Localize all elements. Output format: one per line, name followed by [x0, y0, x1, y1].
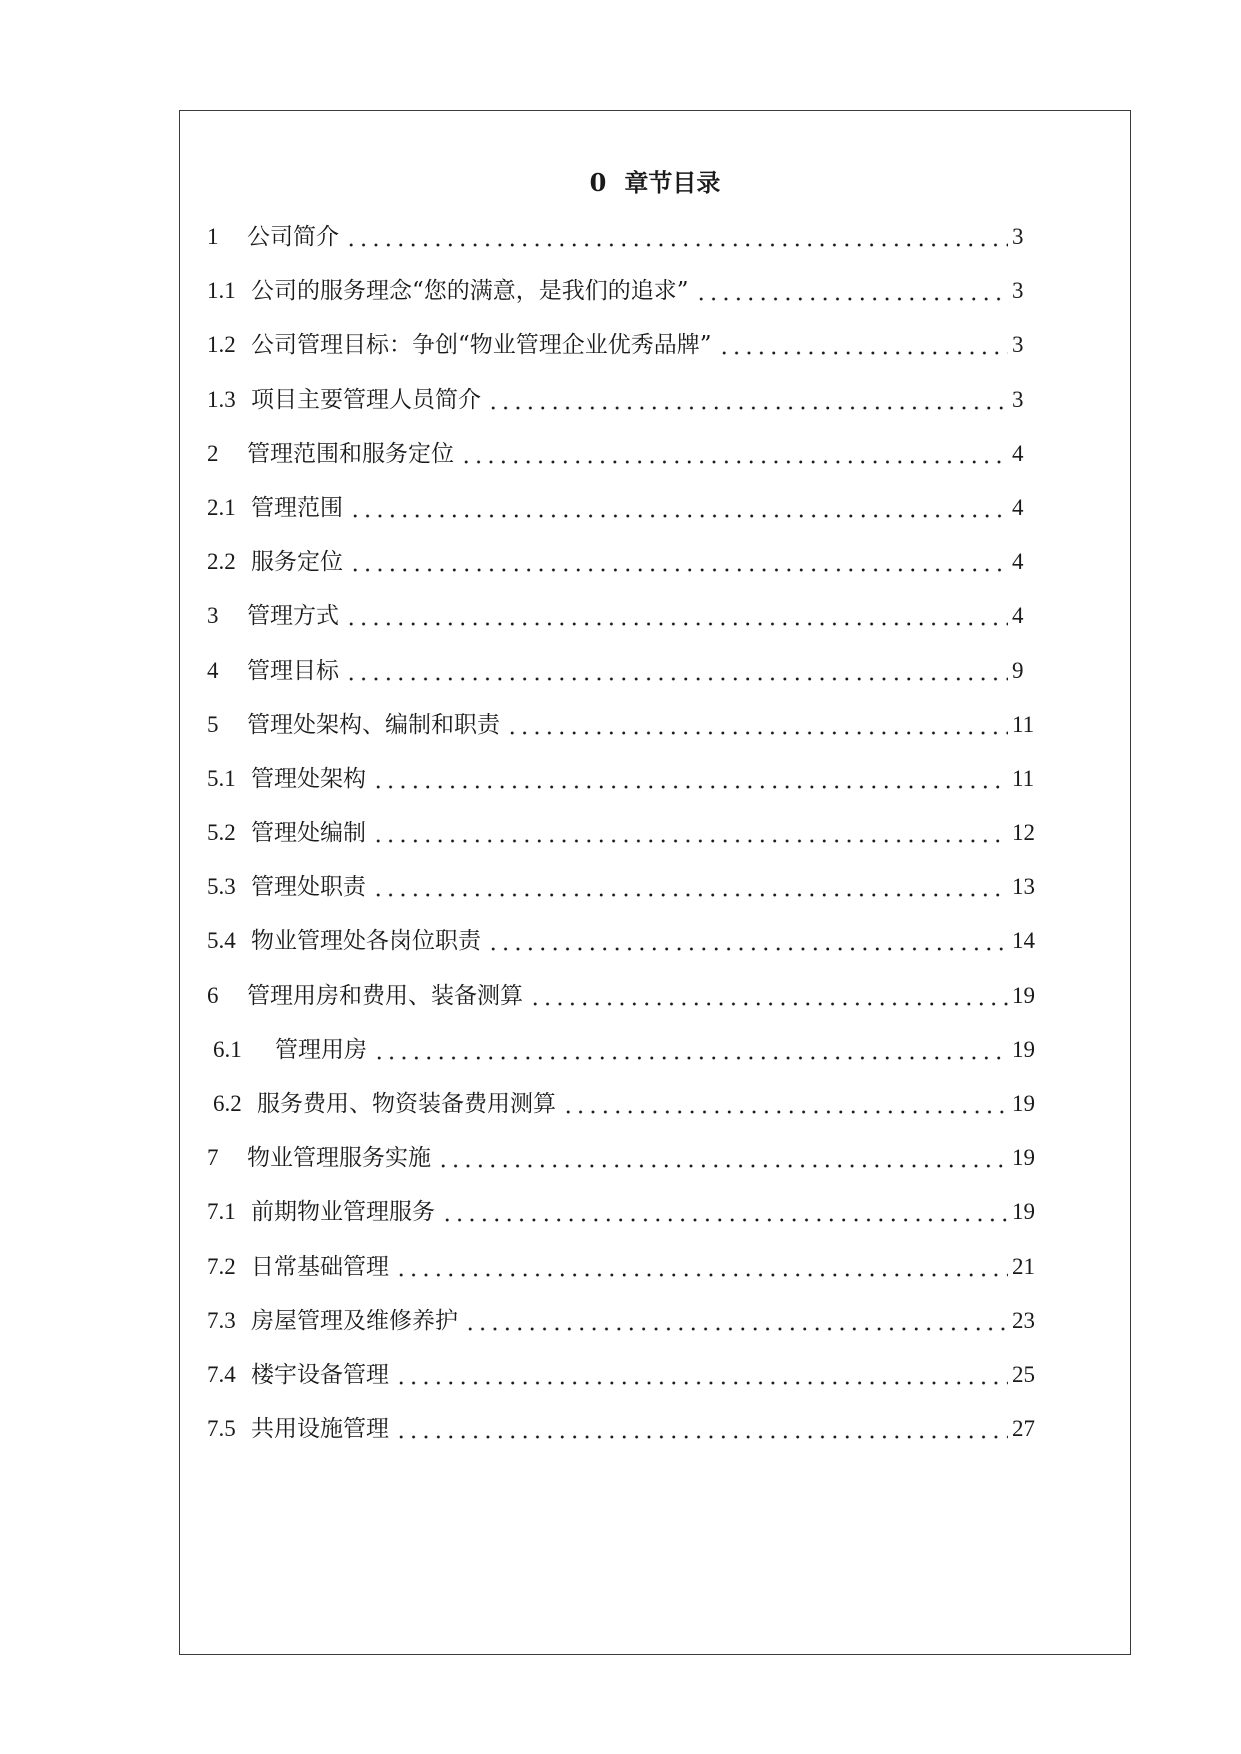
toc-number: 7.1 — [207, 1199, 236, 1225]
toc-title: 服务定位 — [251, 549, 343, 576]
toc-number: 5 — [207, 711, 219, 737]
toc-entry — [207, 210, 1048, 264]
toc-page-number: 27 — [1012, 1416, 1035, 1442]
toc-number: 1.2 — [207, 332, 236, 358]
toc-title: 管理方式 — [247, 603, 339, 630]
dot-leader — [347, 481, 1008, 535]
toc-number: 5.1 — [207, 765, 236, 791]
toc-title: 管理用房 — [275, 1036, 367, 1063]
toc-title: 管理用房和费用、装备测算 — [247, 982, 523, 1009]
toc-title: 项目主要管理人员简介 — [251, 386, 481, 413]
toc-entry — [207, 698, 1048, 752]
toc-number: 7.2 — [207, 1253, 236, 1279]
dot-leader — [560, 1077, 1008, 1131]
toc-page-number: 3 — [1012, 332, 1024, 358]
toc-page-number: 11 — [1012, 711, 1035, 737]
toc-number: 7.3 — [207, 1307, 236, 1333]
toc-page-number: 23 — [1012, 1307, 1035, 1333]
toc-entry — [207, 969, 1048, 1023]
toc-entry — [207, 1023, 1048, 1077]
toc-heading-number: 0 — [589, 168, 607, 197]
dot-leader — [393, 1240, 1008, 1294]
toc-number: 1.1 — [207, 278, 236, 304]
toc-number: 6 — [207, 982, 219, 1008]
dot-leader — [504, 698, 1008, 752]
toc-number: 7.5 — [207, 1416, 236, 1442]
toc-page-number: 4 — [1012, 549, 1024, 575]
toc-entry — [207, 1294, 1048, 1348]
toc-page-number: 4 — [1012, 494, 1024, 520]
toc-page-number: 19 — [1012, 1145, 1035, 1171]
toc-entry — [207, 752, 1048, 806]
toc-entry — [207, 1240, 1048, 1294]
dot-leader — [439, 1185, 1008, 1239]
toc-entry — [207, 373, 1048, 427]
toc-title: 公司的服务理念“您的满意，是我们的追求” — [251, 278, 689, 305]
toc-entry — [207, 264, 1048, 318]
toc-entry — [207, 1348, 1048, 1402]
toc-title: 管理处编制 — [251, 820, 366, 847]
toc-title: 房屋管理及维修养护 — [251, 1307, 458, 1334]
dot-leader — [462, 1294, 1008, 1348]
dot-leader — [393, 1348, 1008, 1402]
dot-leader — [343, 210, 1008, 264]
dot-leader — [527, 969, 1008, 1023]
toc-page-number: 4 — [1012, 440, 1024, 466]
toc-title: 管理范围 — [251, 494, 343, 521]
toc-title: 共用设施管理 — [251, 1416, 389, 1443]
dot-leader — [393, 1402, 1008, 1456]
toc-number: 4 — [207, 657, 219, 683]
dot-leader — [370, 752, 1008, 806]
toc-title: 楼宇设备管理 — [251, 1361, 389, 1388]
dot-leader — [343, 589, 1008, 643]
toc-entry — [207, 589, 1048, 643]
toc-page-number: 19 — [1012, 1199, 1035, 1225]
toc-number: 5.4 — [207, 928, 236, 954]
toc-number: 7.4 — [207, 1361, 236, 1387]
toc-number: 5.2 — [207, 820, 236, 846]
toc-entry — [207, 1131, 1048, 1185]
toc-heading — [179, 167, 1131, 199]
toc-entry — [207, 1402, 1048, 1456]
toc-page-number: 12 — [1012, 820, 1035, 846]
toc-title: 服务费用、物资装备费用测算 — [257, 1091, 556, 1117]
toc-title: 物业管理处各岗位职责 — [251, 928, 481, 955]
toc-number: 2 — [207, 440, 219, 466]
toc-title: 前期物业管理服务 — [251, 1199, 435, 1226]
toc-number: 3 — [207, 603, 219, 629]
dot-leader — [370, 860, 1008, 914]
toc-title: 管理处架构、编制和职责 — [247, 711, 500, 738]
toc-page-number: 19 — [1012, 982, 1035, 1008]
toc-title: 公司管理目标：争创“物业管理企业优秀品牌” — [251, 332, 712, 359]
dot-leader — [458, 427, 1008, 481]
toc-entry — [207, 806, 1048, 860]
dot-leader — [693, 264, 1008, 318]
dot-leader — [435, 1131, 1008, 1185]
dot-leader — [716, 318, 1008, 372]
toc-page-number: 19 — [1012, 1091, 1035, 1116]
toc-number: 1.3 — [207, 386, 236, 412]
toc-entry — [207, 1185, 1048, 1239]
toc-entry — [207, 644, 1048, 698]
dot-leader — [371, 1023, 1008, 1077]
toc-page-number: 14 — [1012, 928, 1035, 954]
toc-title: 物业管理服务实施 — [247, 1145, 431, 1172]
toc-title: 管理范围和服务定位 — [247, 440, 454, 467]
dot-leader — [343, 644, 1008, 698]
toc-entry — [207, 535, 1048, 589]
toc-number: 6.2 — [213, 1091, 242, 1116]
toc-number: 5.3 — [207, 874, 236, 900]
toc-title: 管理处职责 — [251, 874, 366, 901]
toc-number: 1 — [207, 224, 219, 249]
toc-title: 日常基础管理 — [251, 1253, 389, 1280]
dot-leader — [370, 806, 1008, 860]
toc-page-number: 19 — [1012, 1036, 1035, 1062]
toc-page-number: 3 — [1012, 278, 1024, 304]
table-of-contents — [207, 210, 1048, 1456]
dot-leader — [347, 535, 1008, 589]
toc-entry — [207, 914, 1048, 968]
toc-number: 2.2 — [207, 549, 236, 575]
toc-page-number: 3 — [1012, 386, 1024, 412]
toc-heading-title: 章节目录 — [624, 168, 721, 197]
toc-entry — [207, 318, 1048, 372]
toc-number: 2.1 — [207, 494, 236, 520]
toc-entry — [207, 481, 1048, 535]
toc-entry — [207, 860, 1048, 914]
toc-title: 管理处架构 — [251, 765, 366, 792]
toc-page-number: 9 — [1012, 657, 1024, 683]
toc-title: 公司简介 — [247, 224, 339, 250]
toc-number: 7 — [207, 1145, 219, 1171]
toc-page-number: 13 — [1012, 874, 1035, 900]
toc-entry — [207, 427, 1048, 481]
toc-title: 管理目标 — [247, 657, 339, 684]
toc-page-number: 4 — [1012, 603, 1024, 629]
toc-page-number: 25 — [1012, 1361, 1035, 1387]
dot-leader — [485, 914, 1008, 968]
toc-number: 6.1 — [213, 1036, 242, 1062]
dot-leader — [485, 373, 1008, 427]
toc-page-number: 3 — [1012, 224, 1024, 249]
toc-page-number: 11 — [1012, 765, 1035, 791]
toc-page-number: 21 — [1012, 1253, 1035, 1279]
toc-entry — [207, 1077, 1048, 1131]
